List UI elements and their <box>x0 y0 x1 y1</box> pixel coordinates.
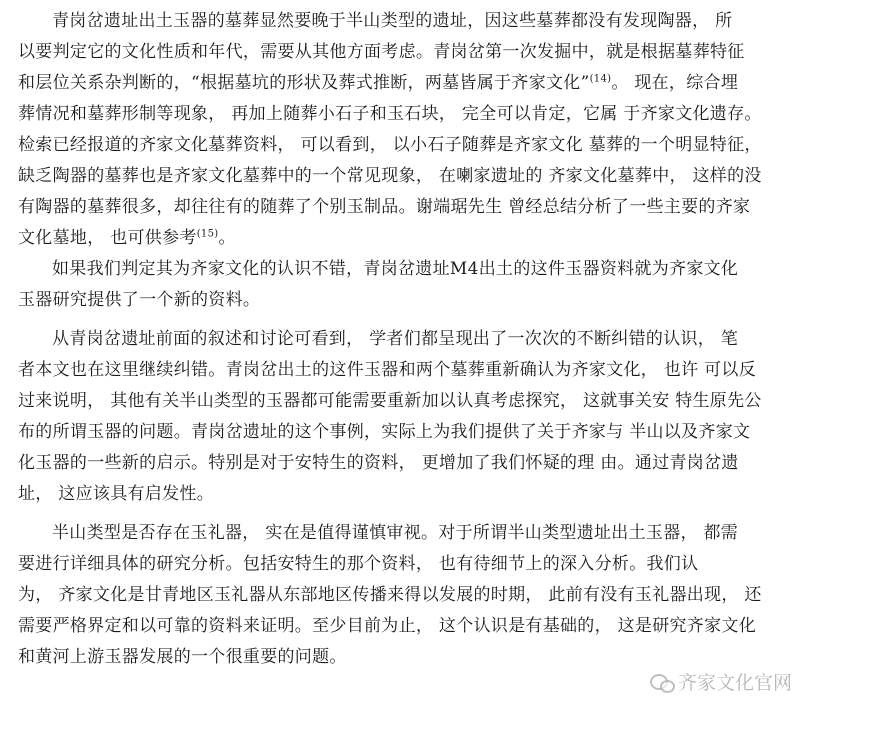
text-line: 化玉器的一些新的启示。特别是对于安特生的资料， 更增加了我们怀疑的理 由。通过青岗岔遗 <box>18 453 739 473</box>
text-line <box>18 68 855 99</box>
text-line: 布的所谓玉器的问题。青岗岔遗址的这个事例，实际上为我们提供了关于齐家与 半山以及齐家文 <box>18 422 751 442</box>
text-line: 从青岗岔遗址前面的叙述和讨论可看到， 学者们都呈现出了一次次的不断纠错的认识， 笔 <box>52 329 739 349</box>
text-line <box>18 223 855 254</box>
paragraph-gap <box>18 316 855 324</box>
text-line: 玉器研究提供了一个新的资料。 <box>18 290 261 310</box>
paragraph-4 <box>18 518 855 673</box>
paragraph-3 <box>18 324 855 510</box>
text-line: 址， 这应该具有启发性。 <box>18 484 215 504</box>
footnote-ref-14[interactable]: (14) <box>589 73 612 85</box>
text-line: 检索已经报道的齐家文化墓葬资料， 可以看到， 以小石子随葬是齐家文化 墓葬的一个明显特征， <box>18 135 762 155</box>
paragraph-gap <box>18 510 855 518</box>
text-line: 半山类型是否存在玉礼器， 实在是值得谨慎审视。对于所谓半山类型遗址出土玉器， 都需 <box>52 523 739 543</box>
text-line: 以要判定它的文化性质和年代，需要从其他方面考虑。青岗岔第一次发掘中，就是根据墓葬特征 <box>18 42 745 62</box>
text-line: 要进行详细具体的研究分析。包括安特生的那个资料， 也有待细节上的深入分析。我们认 <box>18 554 699 574</box>
text-segment: 。 <box>218 228 236 248</box>
footnote-ref-15[interactable]: (15) <box>196 228 219 240</box>
text-line: 缺乏陶器的墓葬也是齐家文化墓葬中的一个常见现象， 在喇家遗址的 齐家文化墓葬中， 这样的没 <box>18 166 762 186</box>
text-line: 葬情况和墓葬形制等现象， 再加上随葬小石子和玉石块， 完全可以肯定，它属 于齐家文化遗存。 <box>18 104 762 124</box>
text-line: 如果我们判定其为齐家文化的认识不错，青岗岔遗址M4出土的这件玉器资料就为齐家文化 <box>52 259 739 279</box>
text-line: 有陶器的墓葬很多，却往往有的随葬了个别玉制品。谢端琚先生 曾经总结分析了一些主要的齐家 <box>18 197 751 217</box>
text-segment: 和层位关系杂判断的，“根据墓坑的形状及葬式推断，两墓皆属于齐家文化” <box>18 73 590 93</box>
text-line: 需要严格界定和以可靠的资料来证明。至少目前为止， 这个认识是有基础的， 这是研究齐家文化 <box>18 616 757 636</box>
text-segment: 。 现在，综合埋 <box>611 73 739 93</box>
text-line: 过来说明， 其他有关半山类型的玉器都可能需要重新加以认真考虑探究， 这就事关安 特生原先公 <box>18 391 762 411</box>
text-line: 者本文也在这里继续纠错。青岗岔出土的这件玉器和两个墓葬重新确认为齐家文化， 也许 可以反 <box>18 360 757 380</box>
text-segment: 文化墓地， 也可供参考 <box>18 228 197 248</box>
paragraph-2 <box>18 254 855 316</box>
text-line: 为， 齐家文化是甘青地区玉礼器从东部地区传播来得以发展的时期， 此前有没有玉礼器出现， 还 <box>18 585 762 605</box>
text-line: 和黄河上游玉器发展的一个很重要的问题。 <box>18 647 347 667</box>
paragraph-1 <box>18 6 855 254</box>
watermark-text: 齐家文化官网 <box>678 672 793 694</box>
text-line: 青岗岔遗址出土玉器的墓葬显然要晚于半山类型的遗址，因这些墓葬都没有发现陶器， 所 <box>52 11 733 31</box>
